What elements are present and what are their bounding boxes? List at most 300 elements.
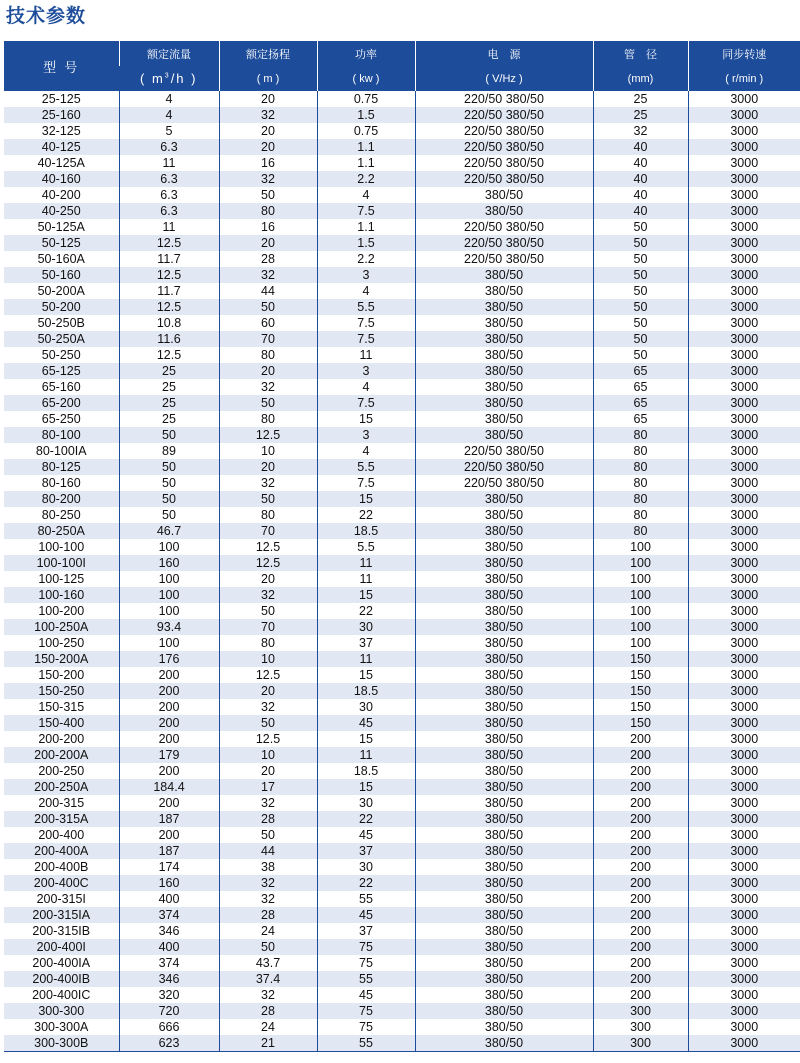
cell-speed: 3000 <box>688 907 800 923</box>
cell-flow: 50 <box>119 459 219 475</box>
cell-head: 12.5 <box>219 667 317 683</box>
cell-head: 70 <box>219 619 317 635</box>
cell-head: 20 <box>219 763 317 779</box>
cell-flow: 6.3 <box>119 139 219 155</box>
table-row <box>4 187 800 203</box>
cell-speed: 3000 <box>688 443 800 459</box>
cell-model: 100-100 <box>4 539 119 555</box>
cell-pipe: 80 <box>593 491 688 507</box>
cell-speed: 3000 <box>688 859 800 875</box>
cell-flow: 200 <box>119 731 219 747</box>
cell-power: 75 <box>317 1019 415 1035</box>
table-row <box>4 795 800 811</box>
cell-pipe: 65 <box>593 411 688 427</box>
unit-head: ( m ) <box>219 66 317 91</box>
table-row <box>4 171 800 187</box>
table-row <box>4 699 800 715</box>
cell-speed: 3000 <box>688 651 800 667</box>
unit-supply: ( V/Hz ) <box>415 66 593 91</box>
cell-speed: 3000 <box>688 699 800 715</box>
cell-power: 4 <box>317 283 415 299</box>
cell-head: 70 <box>219 331 317 347</box>
cell-flow: 200 <box>119 667 219 683</box>
cell-flow: 160 <box>119 875 219 891</box>
cell-head: 43.7 <box>219 955 317 971</box>
cell-pipe: 200 <box>593 747 688 763</box>
cell-power: 45 <box>317 987 415 1003</box>
cell-head: 20 <box>219 235 317 251</box>
cell-head: 10 <box>219 443 317 459</box>
cell-speed: 3000 <box>688 683 800 699</box>
cell-model: 200-400A <box>4 843 119 859</box>
cell-head: 50 <box>219 395 317 411</box>
cell-pipe: 50 <box>593 331 688 347</box>
table-row <box>4 363 800 379</box>
cell-pipe: 200 <box>593 827 688 843</box>
unit-flow: ( $m^3/h$ ) <box>119 66 219 91</box>
cell-flow: 25 <box>119 379 219 395</box>
cell-model: 80-100 <box>4 427 119 443</box>
cell-supply: 380/50 <box>415 1003 593 1019</box>
cell-pipe: 50 <box>593 235 688 251</box>
cell-flow: 4 <box>119 91 219 107</box>
cell-model: 200-315I <box>4 891 119 907</box>
cell-supply: 380/50 <box>415 491 593 507</box>
cell-flow: 320 <box>119 987 219 1003</box>
cell-speed: 3000 <box>688 219 800 235</box>
cell-model: 150-315 <box>4 699 119 715</box>
cell-flow: 200 <box>119 683 219 699</box>
cell-pipe: 200 <box>593 843 688 859</box>
cell-head: 50 <box>219 603 317 619</box>
cell-flow: 11 <box>119 219 219 235</box>
cell-flow: 25 <box>119 411 219 427</box>
table-row <box>4 683 800 699</box>
cell-power: 15 <box>317 491 415 507</box>
cell-flow: 6.3 <box>119 171 219 187</box>
cell-head: 50 <box>219 299 317 315</box>
table-row <box>4 555 800 571</box>
cell-supply: 220/50 380/50 <box>415 123 593 139</box>
cell-flow: 187 <box>119 811 219 827</box>
cell-supply: 380/50 <box>415 779 593 795</box>
cell-power: 30 <box>317 795 415 811</box>
cell-supply: 380/50 <box>415 731 593 747</box>
cell-flow: 6.3 <box>119 203 219 219</box>
cell-supply: 380/50 <box>415 875 593 891</box>
cell-speed: 3000 <box>688 763 800 779</box>
col-header-model: 型 号 <box>4 41 119 91</box>
cell-pipe: 32 <box>593 123 688 139</box>
cell-speed: 3000 <box>688 171 800 187</box>
cell-supply: 380/50 <box>415 587 593 603</box>
table-row <box>4 267 800 283</box>
cell-speed: 3000 <box>688 923 800 939</box>
cell-model: 80-250 <box>4 507 119 523</box>
table-row <box>4 539 800 555</box>
cell-speed: 3000 <box>688 507 800 523</box>
cell-power: 18.5 <box>317 523 415 539</box>
cell-power: 75 <box>317 1003 415 1019</box>
cell-supply: 220/50 380/50 <box>415 443 593 459</box>
cell-flow: 12.5 <box>119 299 219 315</box>
cell-flow: 50 <box>119 427 219 443</box>
cell-flow: 374 <box>119 955 219 971</box>
cell-supply: 380/50 <box>415 843 593 859</box>
cell-model: 200-315 <box>4 795 119 811</box>
cell-supply: 380/50 <box>415 715 593 731</box>
cell-power: 0.75 <box>317 91 415 107</box>
cell-power: 37 <box>317 923 415 939</box>
cell-head: 28 <box>219 251 317 267</box>
cell-power: 7.5 <box>317 315 415 331</box>
cell-power: 18.5 <box>317 683 415 699</box>
cell-power: 22 <box>317 811 415 827</box>
cell-power: 22 <box>317 875 415 891</box>
cell-supply: 380/50 <box>415 859 593 875</box>
cell-head: 17 <box>219 779 317 795</box>
cell-speed: 3000 <box>688 123 800 139</box>
cell-model: 65-160 <box>4 379 119 395</box>
col-header-head: 额定扬程 <box>219 41 317 66</box>
cell-model: 100-125 <box>4 571 119 587</box>
table-row <box>4 651 800 667</box>
cell-flow: 5 <box>119 123 219 139</box>
table-row <box>4 731 800 747</box>
table-row <box>4 619 800 635</box>
cell-speed: 3000 <box>688 363 800 379</box>
cell-speed: 3000 <box>688 875 800 891</box>
cell-supply: 220/50 380/50 <box>415 251 593 267</box>
cell-head: 50 <box>219 827 317 843</box>
cell-supply: 380/50 <box>415 523 593 539</box>
cell-head: 80 <box>219 203 317 219</box>
table-row <box>4 571 800 587</box>
cell-model: 65-200 <box>4 395 119 411</box>
cell-flow: 623 <box>119 1035 219 1052</box>
cell-pipe: 80 <box>593 427 688 443</box>
cell-power: 3 <box>317 363 415 379</box>
cell-flow: 100 <box>119 539 219 555</box>
table-row <box>4 411 800 427</box>
cell-supply: 220/50 380/50 <box>415 459 593 475</box>
cell-head: 28 <box>219 1003 317 1019</box>
cell-model: 50-250 <box>4 347 119 363</box>
cell-speed: 3000 <box>688 395 800 411</box>
table-row <box>4 331 800 347</box>
cell-speed: 3000 <box>688 587 800 603</box>
cell-speed: 3000 <box>688 411 800 427</box>
cell-supply: 380/50 <box>415 747 593 763</box>
cell-pipe: 200 <box>593 923 688 939</box>
cell-supply: 380/50 <box>415 635 593 651</box>
cell-head: 20 <box>219 123 317 139</box>
cell-model: 200-315IA <box>4 907 119 923</box>
unit-power: ( kw ) <box>317 66 415 91</box>
cell-power: 37 <box>317 843 415 859</box>
header-unit-row <box>4 66 800 91</box>
cell-flow: 346 <box>119 971 219 987</box>
cell-pipe: 50 <box>593 219 688 235</box>
cell-head: 12.5 <box>219 427 317 443</box>
cell-supply: 380/50 <box>415 939 593 955</box>
cell-flow: 11.6 <box>119 331 219 347</box>
cell-head: 28 <box>219 811 317 827</box>
table-row <box>4 779 800 795</box>
cell-pipe: 200 <box>593 939 688 955</box>
cell-speed: 3000 <box>688 1019 800 1035</box>
cell-power: 1.5 <box>317 235 415 251</box>
cell-power: 11 <box>317 747 415 763</box>
cell-head: 50 <box>219 715 317 731</box>
cell-model: 200-250 <box>4 763 119 779</box>
cell-model: 100-250A <box>4 619 119 635</box>
cell-model: 65-125 <box>4 363 119 379</box>
cell-speed: 3000 <box>688 235 800 251</box>
table-row <box>4 91 800 107</box>
table-row <box>4 475 800 491</box>
col-header-supply: 电 源 <box>415 41 593 66</box>
cell-head: 32 <box>219 891 317 907</box>
table-row <box>4 203 800 219</box>
cell-model: 200-250A <box>4 779 119 795</box>
cell-speed: 3000 <box>688 475 800 491</box>
cell-pipe: 40 <box>593 187 688 203</box>
cell-pipe: 50 <box>593 283 688 299</box>
cell-supply: 380/50 <box>415 299 593 315</box>
cell-supply: 380/50 <box>415 411 593 427</box>
cell-head: 38 <box>219 859 317 875</box>
cell-power: 2.2 <box>317 171 415 187</box>
cell-supply: 380/50 <box>415 651 593 667</box>
cell-power: 5.5 <box>317 459 415 475</box>
cell-flow: 200 <box>119 715 219 731</box>
cell-model: 200-400IA <box>4 955 119 971</box>
cell-model: 40-200 <box>4 187 119 203</box>
table-row <box>4 667 800 683</box>
cell-flow: 25 <box>119 395 219 411</box>
cell-pipe: 150 <box>593 683 688 699</box>
cell-pipe: 200 <box>593 731 688 747</box>
cell-pipe: 150 <box>593 715 688 731</box>
cell-model: 200-400 <box>4 827 119 843</box>
cell-model: 150-200 <box>4 667 119 683</box>
cell-pipe: 100 <box>593 603 688 619</box>
cell-flow: 346 <box>119 923 219 939</box>
cell-pipe: 50 <box>593 267 688 283</box>
cell-flow: 184.4 <box>119 779 219 795</box>
cell-supply: 380/50 <box>415 315 593 331</box>
cell-power: 5.5 <box>317 539 415 555</box>
cell-model: 100-100I <box>4 555 119 571</box>
cell-speed: 3000 <box>688 715 800 731</box>
cell-head: 44 <box>219 283 317 299</box>
cell-pipe: 200 <box>593 971 688 987</box>
cell-head: 20 <box>219 91 317 107</box>
cell-speed: 3000 <box>688 667 800 683</box>
cell-power: 30 <box>317 699 415 715</box>
cell-head: 80 <box>219 635 317 651</box>
cell-model: 50-125A <box>4 219 119 235</box>
cell-supply: 380/50 <box>415 1019 593 1035</box>
cell-flow: 12.5 <box>119 267 219 283</box>
table-header <box>4 41 800 91</box>
cell-head: 80 <box>219 411 317 427</box>
table-row <box>4 107 800 123</box>
cell-model: 80-125 <box>4 459 119 475</box>
cell-pipe: 40 <box>593 155 688 171</box>
cell-pipe: 80 <box>593 507 688 523</box>
cell-model: 100-250 <box>4 635 119 651</box>
cell-supply: 380/50 <box>415 571 593 587</box>
cell-pipe: 200 <box>593 795 688 811</box>
cell-speed: 3000 <box>688 635 800 651</box>
cell-model: 50-160A <box>4 251 119 267</box>
table-row <box>4 971 800 987</box>
cell-supply: 220/50 380/50 <box>415 235 593 251</box>
cell-head: 16 <box>219 155 317 171</box>
cell-supply: 380/50 <box>415 795 593 811</box>
cell-speed: 3000 <box>688 1035 800 1052</box>
cell-head: 32 <box>219 171 317 187</box>
cell-pipe: 40 <box>593 171 688 187</box>
cell-power: 22 <box>317 507 415 523</box>
cell-speed: 3000 <box>688 299 800 315</box>
cell-model: 65-250 <box>4 411 119 427</box>
table-row <box>4 955 800 971</box>
cell-model: 300-300B <box>4 1035 119 1052</box>
cell-model: 40-160 <box>4 171 119 187</box>
cell-model: 200-200A <box>4 747 119 763</box>
cell-pipe: 150 <box>593 667 688 683</box>
table-row <box>4 715 800 731</box>
cell-pipe: 300 <box>593 1035 688 1052</box>
cell-speed: 3000 <box>688 955 800 971</box>
cell-head: 21 <box>219 1035 317 1052</box>
cell-speed: 3000 <box>688 427 800 443</box>
cell-supply: 380/50 <box>415 1035 593 1052</box>
cell-power: 3 <box>317 427 415 443</box>
unit-speed: ( r/min ) <box>688 66 800 91</box>
cell-power: 1.1 <box>317 155 415 171</box>
cell-supply: 380/50 <box>415 763 593 779</box>
cell-head: 20 <box>219 139 317 155</box>
cell-head: 60 <box>219 315 317 331</box>
cell-flow: 174 <box>119 859 219 875</box>
cell-model: 100-160 <box>4 587 119 603</box>
cell-power: 75 <box>317 939 415 955</box>
cell-flow: 100 <box>119 587 219 603</box>
cell-power: 11 <box>317 571 415 587</box>
cell-speed: 3000 <box>688 139 800 155</box>
cell-supply: 380/50 <box>415 603 593 619</box>
cell-head: 44 <box>219 843 317 859</box>
cell-flow: 720 <box>119 1003 219 1019</box>
table-row <box>4 891 800 907</box>
cell-pipe: 50 <box>593 299 688 315</box>
cell-pipe: 50 <box>593 315 688 331</box>
table-row <box>4 219 800 235</box>
cell-flow: 179 <box>119 747 219 763</box>
cell-power: 2.2 <box>317 251 415 267</box>
cell-power: 55 <box>317 1035 415 1052</box>
cell-pipe: 40 <box>593 139 688 155</box>
cell-supply: 380/50 <box>415 987 593 1003</box>
cell-pipe: 200 <box>593 875 688 891</box>
cell-power: 1.1 <box>317 139 415 155</box>
cell-head: 50 <box>219 187 317 203</box>
cell-model: 200-400IB <box>4 971 119 987</box>
cell-power: 30 <box>317 619 415 635</box>
cell-pipe: 80 <box>593 523 688 539</box>
table-row <box>4 859 800 875</box>
cell-power: 55 <box>317 971 415 987</box>
cell-model: 200-400B <box>4 859 119 875</box>
cell-pipe: 150 <box>593 699 688 715</box>
cell-supply: 220/50 380/50 <box>415 91 593 107</box>
cell-supply: 220/50 380/50 <box>415 475 593 491</box>
cell-model: 150-250 <box>4 683 119 699</box>
cell-power: 7.5 <box>317 331 415 347</box>
cell-supply: 380/50 <box>415 203 593 219</box>
table-row <box>4 907 800 923</box>
cell-head: 24 <box>219 923 317 939</box>
cell-speed: 3000 <box>688 555 800 571</box>
cell-speed: 3000 <box>688 459 800 475</box>
cell-power: 22 <box>317 603 415 619</box>
cell-model: 200-400I <box>4 939 119 955</box>
cell-model: 80-100IA <box>4 443 119 459</box>
cell-speed: 3000 <box>688 811 800 827</box>
table-row <box>4 459 800 475</box>
cell-speed: 3000 <box>688 1003 800 1019</box>
cell-head: 20 <box>219 571 317 587</box>
table-row <box>4 1003 800 1019</box>
cell-power: 4 <box>317 187 415 203</box>
cell-flow: 100 <box>119 635 219 651</box>
cell-pipe: 40 <box>593 203 688 219</box>
cell-pipe: 300 <box>593 1019 688 1035</box>
table-row <box>4 1019 800 1035</box>
cell-flow: 666 <box>119 1019 219 1035</box>
cell-head: 70 <box>219 523 317 539</box>
cell-model: 200-200 <box>4 731 119 747</box>
table-row <box>4 523 800 539</box>
table-row <box>4 251 800 267</box>
cell-head: 80 <box>219 507 317 523</box>
cell-supply: 380/50 <box>415 379 593 395</box>
cell-power: 11 <box>317 555 415 571</box>
table-row <box>4 987 800 1003</box>
cell-pipe: 25 <box>593 91 688 107</box>
cell-head: 32 <box>219 107 317 123</box>
cell-head: 10 <box>219 747 317 763</box>
table-row <box>4 747 800 763</box>
cell-pipe: 50 <box>593 347 688 363</box>
cell-head: 50 <box>219 491 317 507</box>
cell-speed: 3000 <box>688 843 800 859</box>
cell-power: 15 <box>317 667 415 683</box>
cell-supply: 220/50 380/50 <box>415 139 593 155</box>
table-row <box>4 379 800 395</box>
cell-model: 200-400C <box>4 875 119 891</box>
cell-model: 150-200A <box>4 651 119 667</box>
cell-pipe: 65 <box>593 363 688 379</box>
cell-model: 300-300A <box>4 1019 119 1035</box>
cell-head: 80 <box>219 347 317 363</box>
cell-pipe: 25 <box>593 107 688 123</box>
cell-head: 28 <box>219 907 317 923</box>
